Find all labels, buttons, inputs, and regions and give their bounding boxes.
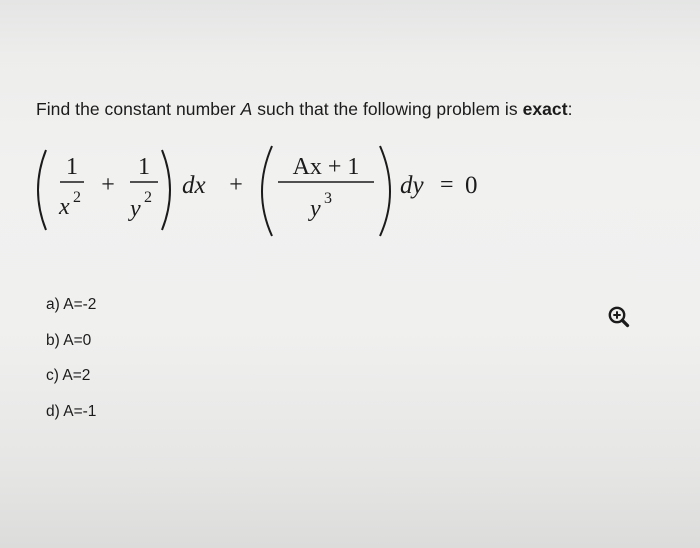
option-a[interactable]: a) A=-2 — [46, 296, 97, 313]
frac1-denominator-base: x — [59, 194, 70, 220]
differential-equation — [28, 140, 498, 240]
question-text — [36, 99, 573, 120]
frac1-denominator-exponent: 2 — [73, 189, 81, 206]
option-c[interactable]: c) A=2 — [46, 367, 91, 384]
zoom-in-icon[interactable] — [606, 304, 632, 330]
equation-svg — [28, 140, 498, 240]
frac2-numerator: 1 — [138, 154, 150, 180]
zoom-in-icon-graphic — [606, 304, 632, 330]
question-prefix: Find the constant number — [36, 99, 241, 119]
equals-sign: = — [440, 172, 454, 198]
left-paren-1 — [38, 150, 46, 230]
dx-term: dx — [182, 172, 206, 199]
right-paren-2 — [380, 146, 390, 236]
frac3-denominator-base: y — [310, 196, 321, 222]
option-d[interactable]: d) A=-1 — [46, 402, 97, 420]
option-b[interactable]: b) A=0 — [46, 331, 92, 349]
right-hand-side: 0 — [465, 172, 478, 199]
frac3-numerator: Ax + 1 — [292, 154, 360, 180]
left-paren-2 — [262, 146, 272, 236]
question-suffix: : — [567, 99, 573, 119]
question-emphasis: exact — [522, 99, 568, 119]
answer-options — [46, 291, 96, 433]
frac1-numerator: 1 — [66, 154, 78, 180]
right-paren-1 — [162, 150, 170, 230]
frac2-denominator-base: y — [130, 196, 141, 222]
plus-sign-2: + — [229, 172, 243, 198]
frac3-denominator-exponent: 3 — [324, 190, 332, 207]
question-middle: such that the following problem is — [252, 99, 523, 119]
frac2-denominator-exponent: 2 — [144, 189, 152, 206]
plus-sign-1: + — [101, 172, 115, 198]
question-variable: A — [240, 99, 253, 119]
dy-term: dy — [400, 172, 424, 199]
